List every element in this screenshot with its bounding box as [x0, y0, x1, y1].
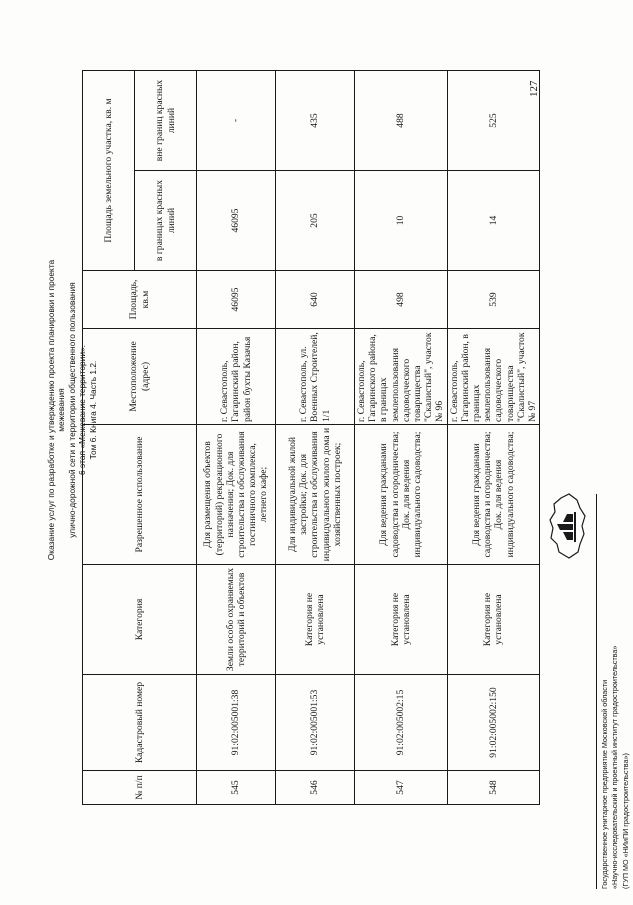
page-number: 127	[528, 80, 540, 97]
table-row	[276, 70, 355, 804]
cell-cadastral: 91:02:005002:150	[447, 675, 540, 771]
cell-within: 14	[447, 171, 540, 271]
cell-location: г. Севастополь, ул. Военных Строителей, 1/1	[276, 329, 355, 425]
cell-within: 46095	[197, 171, 276, 271]
table-header-row	[83, 70, 135, 804]
land-plots-table	[82, 70, 540, 805]
cell-num: 547	[355, 771, 448, 805]
cell-within: 10	[355, 171, 448, 271]
cell-category: Земли особо охраняемых территорий и объектов	[197, 565, 276, 675]
cell-area: 539	[447, 271, 540, 329]
col-header-permitted-use: Разрешенное использование	[83, 425, 197, 565]
cell-area: 46095	[197, 271, 276, 329]
table-row	[355, 70, 448, 804]
cell-cadastral: 91:02:005002:15	[355, 675, 448, 771]
col-header-within-red-lines: в границах красных линий	[135, 171, 197, 271]
cell-outside: 525	[447, 70, 540, 170]
table-row	[197, 70, 276, 804]
cell-num: 546	[276, 771, 355, 805]
cell-num: 548	[447, 771, 540, 805]
cell-outside: 435	[276, 70, 355, 170]
cell-location: г. Севастополь, Гагаринский район, в границах землепользования садоводческого товарищества "Скалистый", участок № 97	[447, 329, 540, 425]
col-header-category: Категория	[83, 565, 197, 675]
footer	[600, 289, 631, 889]
cell-num: 545	[197, 771, 276, 805]
footer-divider	[596, 494, 597, 889]
cell-permitted-use: Для ведения гражданами садоводства и огородничества; Док. для ведения индивидуального садоводства;	[355, 425, 448, 565]
cell-category: Категория не установлена	[355, 565, 448, 675]
col-header-outside-red-lines: вне границ красных линий	[135, 70, 197, 170]
footer-line-3: (ГУП МО «НИиПИ градостроительства»)	[620, 753, 630, 889]
cell-category: Категория не установлена	[447, 565, 540, 675]
header-line-3: 6 этап «Межевание территории».	[77, 345, 88, 475]
cell-area: 498	[355, 271, 448, 329]
cell-outside: -	[197, 70, 276, 170]
col-header-num: № п/п	[83, 771, 197, 805]
footer-line-2: «Научно-исследовательский и проектный институт градостроительства»	[610, 645, 620, 889]
col-header-cadastral: Кадастровый номер	[83, 675, 197, 771]
cell-location: г. Севастополь, Гагаринского района, в границах землепользования садоводческого товарищества "Скалистый", участок № 96	[355, 329, 448, 425]
institute-emblem-icon	[547, 490, 587, 562]
header-line-2: улично-дорожной сети и территории общественного пользования	[66, 282, 77, 538]
cell-category: Категория не установлена	[276, 565, 355, 675]
cell-outside: 488	[355, 70, 448, 170]
header-line-4: Том 6. Книга 4. Часть 1.2.	[87, 360, 98, 460]
cell-within: 205	[276, 171, 355, 271]
cell-permitted-use: Для индивидуальной жилой застройки; Док. для строительства и обслуживания индивидуального жилого дома и хозяйственных построек;	[276, 425, 355, 565]
table-row	[447, 70, 540, 804]
cell-permitted-use: Для ведения гражданами садоводства и огородничества; Док. для ведения индивидуального садоводства;	[447, 425, 540, 565]
cell-cadastral: 91:02:005001:38	[197, 675, 276, 771]
cell-location: г. Севастополь, Гагаринский район, район бухты Казачья	[197, 329, 276, 425]
header-line-1: Оказание услуг по разработке и утверждению проекта планировки и проекта межевания	[46, 259, 67, 561]
col-header-area: Площадь, кв.м	[83, 271, 197, 329]
col-header-land-area-group: Площадь земельного участка, кв. м	[83, 70, 135, 270]
cell-cadastral: 91:02:005001:53	[276, 675, 355, 771]
cell-permitted-use: Для размещения объектов (территорий) рекреационного назначения; Док. для строительства и обслуживания гостиничного комплекса, летнего кафе;	[197, 425, 276, 565]
cell-area: 640	[276, 271, 355, 329]
col-header-location: Местоположение (адрес)	[83, 329, 197, 425]
footer-line-1: Государственное унитарное предприятие Московской области	[600, 679, 609, 889]
